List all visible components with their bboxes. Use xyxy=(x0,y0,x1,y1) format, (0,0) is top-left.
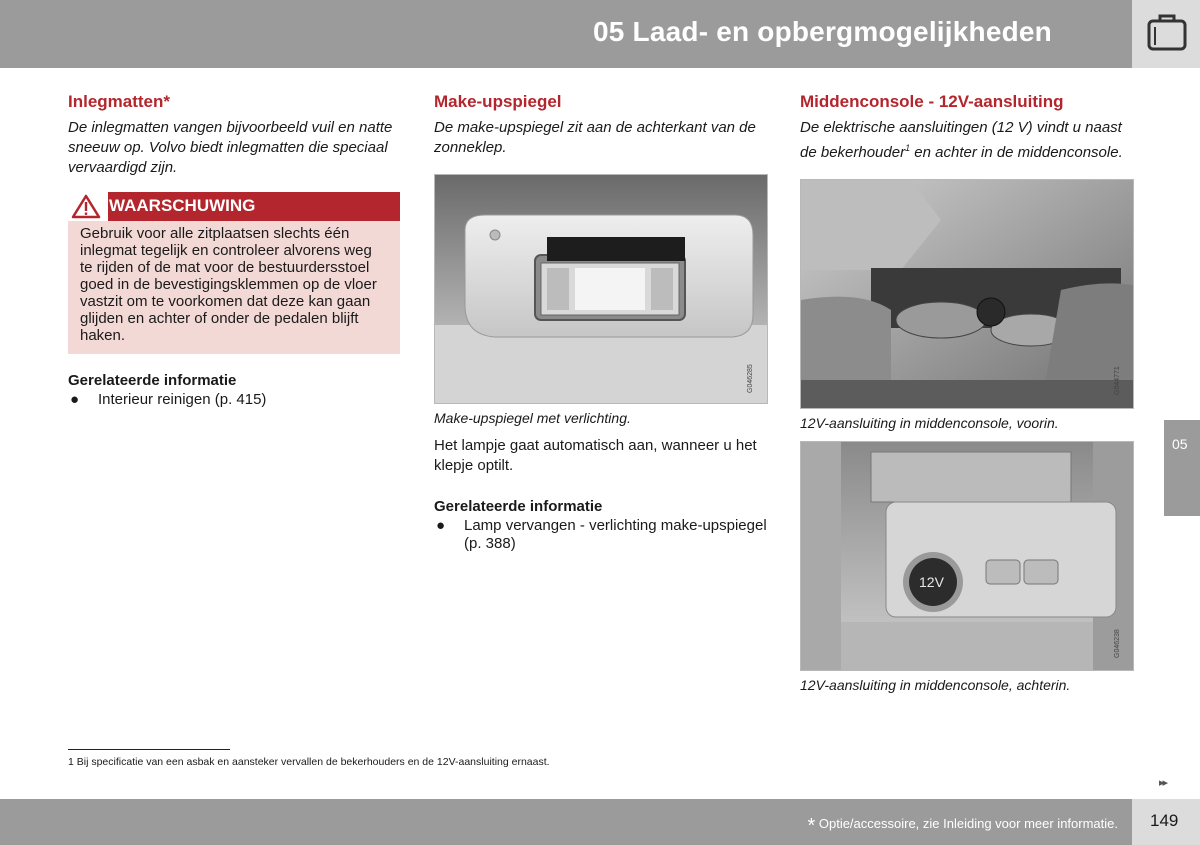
chapter-side-tab[interactable] xyxy=(1164,420,1200,516)
suitcase-icon xyxy=(1145,11,1189,55)
figure-caption: Make-upspiegel met verlichting. xyxy=(434,410,631,426)
related-link[interactable]: ● Interieur reinigen (p. 415) xyxy=(70,391,267,408)
side-tab-label: 05 xyxy=(1172,436,1188,452)
figure-code: G046238 xyxy=(1114,629,1121,658)
warning-text: Gebruik voor alle zitplaatsen slechts één inlegmat tegelijk en controleer alvorens weg te rijden of de mat voor de bestuurdersstoel goed in de bevestigingsklemmen op de vloer vastzit om te voorkomen dat deze kan gaan glijden en achter of onder de pedalen blijft haken. xyxy=(80,225,377,344)
warning-triangle-icon xyxy=(71,194,101,219)
page-number: 149 xyxy=(1150,811,1179,830)
figure-caption: 12V-aansluiting in middenconsole, achterin. xyxy=(800,677,1071,693)
page-header xyxy=(0,0,1132,68)
warning-title: WAARSCHUWING xyxy=(109,196,256,215)
chapter-icon-box xyxy=(1132,0,1200,68)
figure-code: G046285 xyxy=(747,364,754,393)
column-makeup-mirror xyxy=(434,92,768,553)
related-link[interactable]: ● Lamp vervangen - verlichting make-upspiegel (p. 388) xyxy=(436,517,767,552)
page-number-box xyxy=(1132,799,1200,845)
floor-mats-intro: De inlegmatten vangen bijvoorbeeld vuil en natte sneeuw op. Volvo biedt inlegmatten die speciaal vervaardigd zijn. xyxy=(68,119,393,176)
section-heading-floor-mats: Inlegmatten* xyxy=(68,92,171,111)
footnote: 1 Bij specificatie van een asbak en aansteker vervallen de bekerhouders en de 12V-aansluiting ernaast. xyxy=(68,756,550,768)
center-console-intro: De elektrische aansluitingen (12 V) vindt u naast de bekerhouder$^1$ en achter in de middenconsole. xyxy=(800,119,1123,161)
figure-code: G044771 xyxy=(1114,366,1121,395)
next-page-arrows[interactable]: ▸▸ xyxy=(1159,777,1167,789)
page-footer xyxy=(0,799,1132,845)
console-front-image xyxy=(800,179,1134,409)
makeup-mirror-image xyxy=(434,174,768,404)
related-info-heading: Gerelateerde informatie xyxy=(434,498,603,515)
makeup-mirror-body: Het lampje gaat automatisch aan, wanneer u het klepje optilt. xyxy=(434,437,757,474)
section-heading-makeup-mirror: Make-upspiegel xyxy=(434,92,562,111)
column-center-console xyxy=(800,92,1134,693)
related-info-heading: Gerelateerde informatie xyxy=(68,372,237,389)
footnote-rule xyxy=(68,749,230,750)
optional-accessory-note: * Optie/accessoire, zie Inleiding voor meer informatie. xyxy=(807,815,1118,837)
makeup-mirror-intro: De make-upspiegel zit aan de achterkant van de zonneklep. xyxy=(434,119,756,156)
warning-header xyxy=(68,192,400,221)
chapter-title: 05 Laad- en opbergmogelijkheden xyxy=(593,16,1052,47)
figure-caption: 12V-aansluiting in middenconsole, voorin. xyxy=(800,415,1059,431)
column-floor-mats xyxy=(68,92,400,409)
footnote-ref: 1 xyxy=(905,143,911,153)
warning-box xyxy=(68,192,400,354)
console-rear-image xyxy=(800,441,1134,671)
section-heading-center-console: Middenconsole - 12V-aansluiting xyxy=(800,92,1064,111)
12v-socket-label: 12V xyxy=(919,574,944,590)
